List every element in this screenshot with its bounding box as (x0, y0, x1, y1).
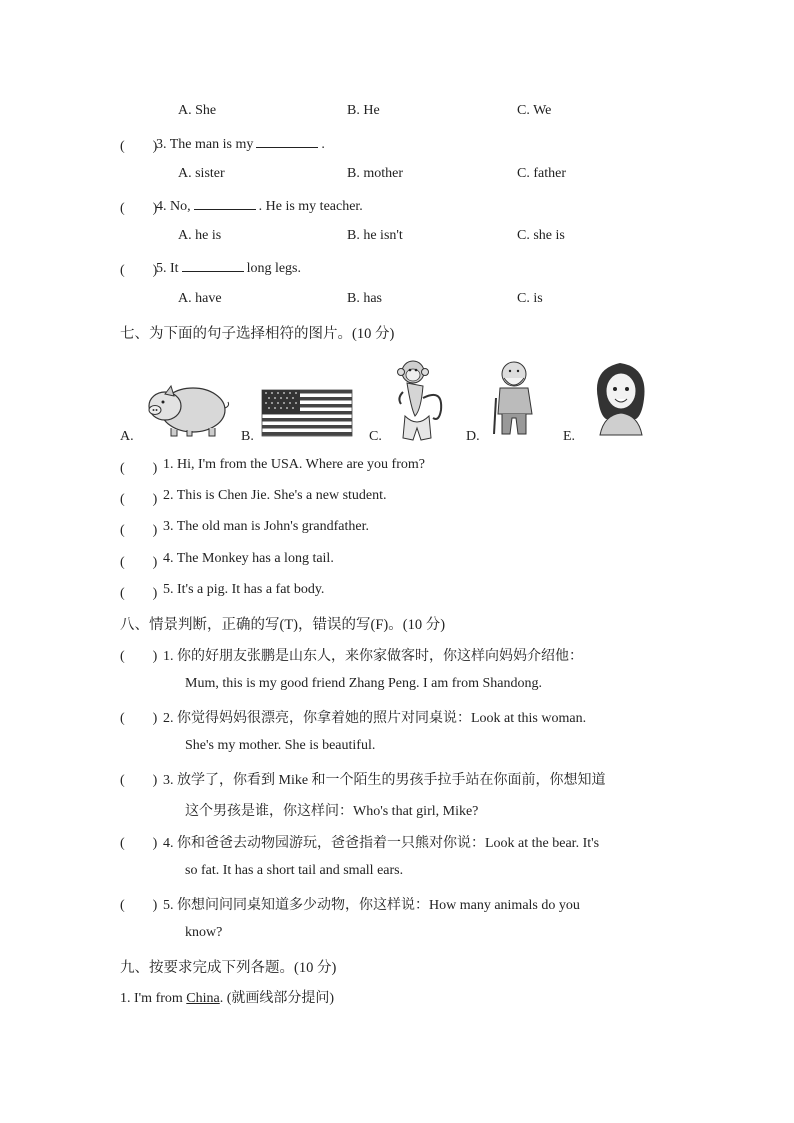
q3-option-b: B. mother (347, 166, 403, 181)
monkey-icon (393, 358, 451, 442)
s8-q3-paren[interactable]: ( ) (120, 773, 158, 788)
s8-q5-paren[interactable]: ( ) (120, 898, 158, 913)
q3-option-a: A. sister (178, 166, 225, 181)
section9-title: 九、按要求完成下列各题。(10 分) (120, 960, 337, 976)
q5-answer-paren[interactable]: ( ) (120, 263, 158, 278)
q4-prefix: 4. No, (156, 199, 191, 214)
picture-label-e: E. (563, 429, 576, 444)
s8-q1-paren[interactable]: ( ) (120, 649, 158, 664)
s8-q1-line2: Mum, this is my good friend Zhang Peng. I am from Shandong. (185, 676, 542, 691)
usa-flag-icon (262, 390, 352, 436)
s7-q1-paren[interactable]: ( ) (120, 461, 158, 476)
q3-answer-paren[interactable]: ( ) (120, 139, 158, 154)
s8-q1-line1: 1. 你的好朋友张鹏是山东人，来你家做客时，你这样向妈妈介绍他： (163, 649, 583, 664)
s9-q1-prefix: 1. I'm from (120, 991, 183, 1006)
s7-q3-paren[interactable]: ( ) (120, 523, 158, 538)
q5-option-c: C. is (517, 291, 543, 306)
q4-blank[interactable] (194, 197, 256, 210)
s8-q5-line2: know? (185, 925, 223, 940)
q5-option-b: B. has (347, 291, 382, 306)
s7-q2-text: 2. This is Chen Jie. She's a new student. (163, 488, 387, 503)
grandfather-icon (490, 358, 544, 438)
picture-label-d: D. (466, 429, 480, 444)
q3-suffix: . (321, 137, 325, 152)
girl-icon (592, 359, 650, 435)
picture-label-c: C. (369, 429, 382, 444)
q5-blank[interactable] (182, 259, 244, 272)
q2-option-a: A. She (178, 103, 217, 118)
s8-q3-line1: 3. 放学了，你看到 Mike 和一个陌生的男孩手拉手站在你面前，你想知道 (163, 773, 606, 788)
s7-q2-paren[interactable]: ( ) (120, 492, 158, 507)
s8-q4-line1: 4. 你和爸爸去动物园游玩，爸爸指着一只熊对你说：Look at the bear. It's (163, 836, 600, 851)
section8-title: 八、情景判断，正确的写(T)，错误的写(F)。(10 分) (120, 617, 446, 633)
q4-suffix: . He is my teacher. (258, 199, 363, 214)
s7-q4-text: 4. The Monkey has a long tail. (163, 551, 334, 566)
q2-option-c: C. We (517, 103, 552, 118)
q4-option-b: B. he isn't (347, 228, 403, 243)
q5-option-a: A. have (178, 291, 222, 306)
q4-option-c: C. she is (517, 228, 565, 243)
s9-q1-underlined: China (186, 991, 220, 1006)
s7-q3-text: 3. The old man is John's grandfather. (163, 519, 370, 534)
q4-option-a: A. he is (178, 228, 222, 243)
s8-q5-line1: 5. 你想问问同桌知道多少动物，你这样说：How many animals do you (163, 898, 580, 913)
q3-text (156, 135, 325, 153)
q4-answer-paren[interactable]: ( ) (120, 201, 158, 216)
q3-blank[interactable] (256, 135, 318, 148)
picture-label-a: A. (120, 429, 134, 444)
q3-prefix: 3. The man is my (156, 137, 254, 152)
q5-suffix: long legs. (246, 261, 302, 276)
q5-prefix: 5. It (156, 261, 179, 276)
s8-q2-line2: She's my mother. She is beautiful. (185, 738, 376, 753)
s7-q1-text: 1. Hi, I'm from the USA. Where are you from? (163, 457, 425, 472)
s7-q5-paren[interactable]: ( ) (120, 586, 158, 601)
s9-q1-suffix: . (就画线部分提问) (219, 991, 335, 1006)
s8-q2-paren[interactable]: ( ) (120, 711, 158, 726)
s7-q5-text: 5. It's a pig. It has a fat body. (163, 582, 325, 597)
s8-q4-line2: so fat. It has a short tail and small ears. (185, 863, 404, 878)
q2-option-b: B. He (347, 103, 380, 118)
q4-text (156, 197, 363, 215)
s8-q4-paren[interactable]: ( ) (120, 836, 158, 851)
pig-icon (143, 380, 229, 438)
q3-option-c: C. father (517, 166, 566, 181)
s8-q3-line2: 这个男孩是谁，你这样问：Who's that girl, Mike? (185, 804, 479, 819)
s9-q1-text (120, 987, 334, 1007)
s7-q4-paren[interactable]: ( ) (120, 555, 158, 570)
section7-title: 七、为下面的句子选择相符的图片。(10 分) (120, 326, 395, 342)
picture-label-b: B. (241, 429, 254, 444)
s8-q2-line1: 2. 你觉得妈妈很漂亮，你拿着她的照片对同桌说：Look at this woman. (163, 711, 587, 726)
q5-text (156, 259, 301, 277)
